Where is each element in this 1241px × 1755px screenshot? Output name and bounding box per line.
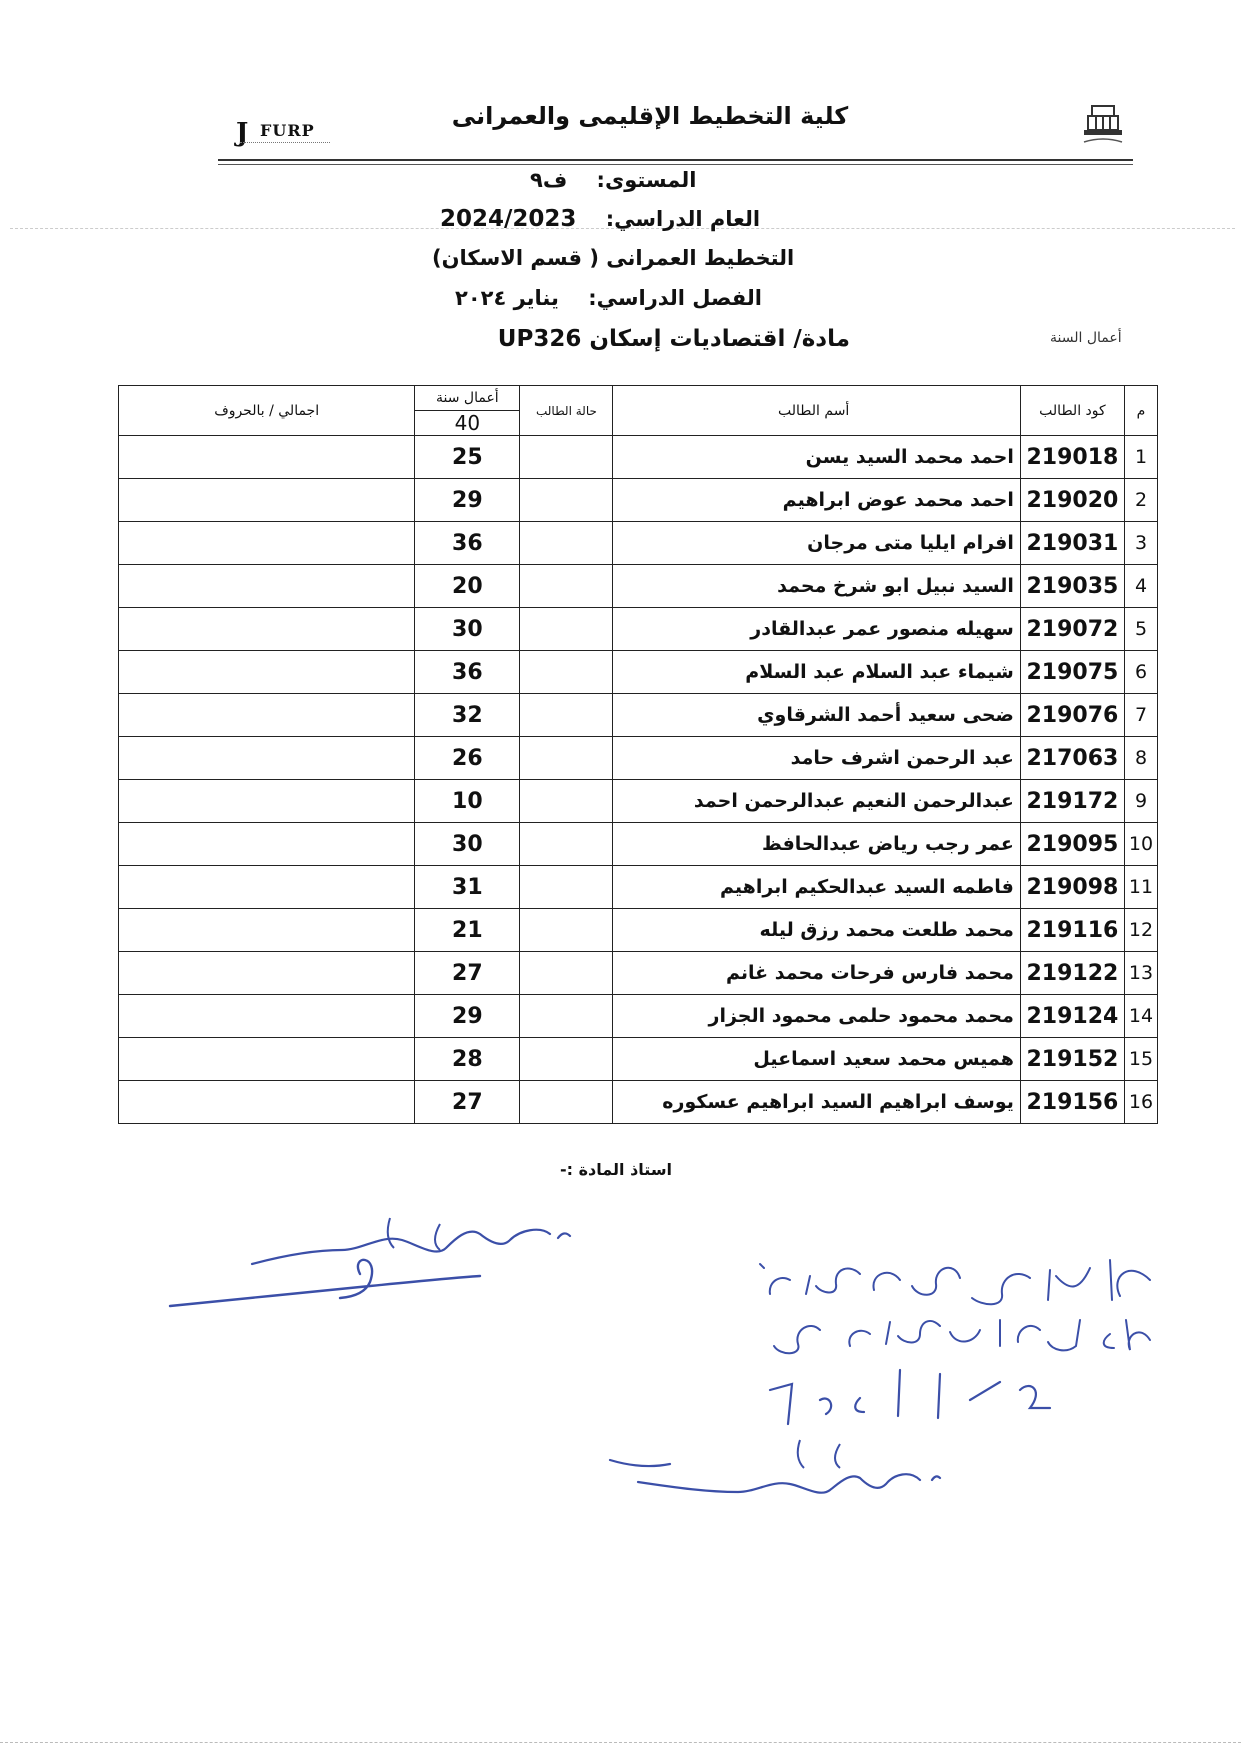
row-year-work: 29 — [415, 479, 520, 522]
header-total: اجمالي / بالحروف — [119, 386, 415, 436]
row-status — [520, 780, 613, 823]
table-row — [119, 995, 1158, 1038]
row-student-code: 219098 — [1020, 866, 1124, 909]
level-line — [530, 168, 696, 192]
row-year-work: 25 — [415, 436, 520, 479]
table-row — [119, 823, 1158, 866]
table-row — [119, 737, 1158, 780]
row-total — [119, 479, 415, 522]
row-total — [119, 909, 415, 952]
term-line — [455, 286, 762, 310]
row-student-name: هميس محمد سعيد اسماعيل — [613, 1038, 1020, 1081]
level-label: المستوى: — [596, 168, 697, 192]
row-student-code: 219124 — [1020, 995, 1124, 1038]
row-no: 1 — [1124, 436, 1157, 479]
header-code: كود الطالب — [1020, 386, 1124, 436]
row-no: 15 — [1124, 1038, 1157, 1081]
table-row — [119, 565, 1158, 608]
row-year-work: 10 — [415, 780, 520, 823]
row-student-code: 219095 — [1020, 823, 1124, 866]
year-line — [440, 206, 760, 232]
row-student-name: محمد محمود حلمى محمود الجزار — [613, 995, 1020, 1038]
table-row — [119, 694, 1158, 737]
row-year-work: 31 — [415, 866, 520, 909]
table-row — [119, 1038, 1158, 1081]
row-no: 13 — [1124, 952, 1157, 995]
row-status — [520, 651, 613, 694]
row-no: 5 — [1124, 608, 1157, 651]
row-no: 11 — [1124, 866, 1157, 909]
row-year-work: 36 — [415, 522, 520, 565]
row-no: 6 — [1124, 651, 1157, 694]
table-row — [119, 909, 1158, 952]
table-row — [119, 479, 1158, 522]
row-student-code: 219031 — [1020, 522, 1124, 565]
row-no: 16 — [1124, 1081, 1157, 1124]
furp-logo-caption — [240, 142, 330, 146]
college-title: كلية التخطيط الإقليمى والعمرانى — [451, 102, 849, 130]
row-student-name: فاطمه السيد عبدالحكيم ابراهيم — [613, 866, 1020, 909]
header-divider-thin — [218, 164, 1133, 165]
grades-table — [118, 385, 1158, 1124]
department-line: التخطيط العمرانى ( قسم الاسكان) — [432, 246, 795, 270]
row-total — [119, 1081, 415, 1124]
row-year-work: 26 — [415, 737, 520, 780]
college-emblem-icon — [1078, 100, 1128, 152]
row-status — [520, 436, 613, 479]
row-year-work: 32 — [415, 694, 520, 737]
row-total — [119, 522, 415, 565]
header-name: أسم الطالب — [613, 386, 1020, 436]
row-total — [119, 608, 415, 651]
row-no: 12 — [1124, 909, 1157, 952]
course-title: مادة/ اقتصاديات إسكان UP326 — [497, 326, 850, 352]
row-student-name: شيماء عبد السلام عبد السلام — [613, 651, 1020, 694]
row-student-code: 219035 — [1020, 565, 1124, 608]
header-work: أعمال سنة — [415, 386, 520, 411]
header-status: حالة الطالب — [520, 386, 613, 436]
row-year-work: 30 — [415, 608, 520, 651]
row-student-name: يوسف ابراهيم السيد ابراهيم عسكوره — [613, 1081, 1020, 1124]
row-student-code: 219076 — [1020, 694, 1124, 737]
row-status — [520, 694, 613, 737]
row-total — [119, 694, 415, 737]
table-row — [119, 866, 1158, 909]
row-student-name: عمر رجب رياض عبدالحافظ — [613, 823, 1020, 866]
row-no: 10 — [1124, 823, 1157, 866]
level-value: ف٩ — [530, 168, 568, 192]
row-student-code: 219172 — [1020, 780, 1124, 823]
row-status — [520, 823, 613, 866]
row-no: 7 — [1124, 694, 1157, 737]
row-student-name: افرام ايليا متى مرجان — [613, 522, 1020, 565]
table-row — [119, 608, 1158, 651]
row-total — [119, 995, 415, 1038]
row-total — [119, 952, 415, 995]
table-row — [119, 1081, 1158, 1124]
row-no: 8 — [1124, 737, 1157, 780]
row-total — [119, 737, 415, 780]
instructor-signature — [160, 1198, 580, 1318]
header-divider — [218, 159, 1133, 161]
row-student-code: 219152 — [1020, 1038, 1124, 1081]
row-student-code: 219072 — [1020, 608, 1124, 651]
row-no: 4 — [1124, 565, 1157, 608]
row-status — [520, 737, 613, 780]
header-work-max: 40 — [415, 411, 520, 436]
row-year-work: 36 — [415, 651, 520, 694]
table-row — [119, 436, 1158, 479]
table-row — [119, 651, 1158, 694]
row-student-name: ضحى سعيد أحمد الشرقاوي — [613, 694, 1020, 737]
row-student-name: محمد فارس فرحات محمد غانم — [613, 952, 1020, 995]
row-student-code: 219018 — [1020, 436, 1124, 479]
row-year-work: 21 — [415, 909, 520, 952]
year-work-note: أعمال السنة — [1050, 330, 1122, 346]
header-no: م — [1124, 386, 1157, 436]
row-total — [119, 565, 415, 608]
row-student-name: عبد الرحمن اشرف حامد — [613, 737, 1020, 780]
row-student-name: احمد محمد عوض ابراهيم — [613, 479, 1020, 522]
row-status — [520, 608, 613, 651]
row-total — [119, 780, 415, 823]
row-status — [520, 952, 613, 995]
row-no: 14 — [1124, 995, 1157, 1038]
row-student-code: 219116 — [1020, 909, 1124, 952]
year-label: العام الدراسي: — [605, 207, 761, 231]
row-total — [119, 866, 415, 909]
row-status — [520, 1081, 613, 1124]
row-status — [520, 909, 613, 952]
row-status — [520, 995, 613, 1038]
row-student-code: 217063 — [1020, 737, 1124, 780]
row-total — [119, 823, 415, 866]
row-year-work: 29 — [415, 995, 520, 1038]
term-value: يناير ٢٠٢٤ — [455, 286, 559, 310]
row-student-code: 219020 — [1020, 479, 1124, 522]
row-status — [520, 1038, 613, 1081]
table-header-row — [119, 386, 1158, 411]
row-year-work: 30 — [415, 823, 520, 866]
row-status — [520, 565, 613, 608]
furp-logo — [236, 112, 346, 152]
row-no: 9 — [1124, 780, 1157, 823]
instructor-label: استاذ المادة :- — [560, 1160, 673, 1179]
row-status — [520, 522, 613, 565]
row-total — [119, 1038, 415, 1081]
row-status — [520, 866, 613, 909]
row-year-work: 20 — [415, 565, 520, 608]
year-value: 2024/2023 — [440, 206, 577, 232]
instructor-signature-second — [600, 1420, 960, 1510]
row-student-name: سهيله منصور عمر عبدالقادر — [613, 608, 1020, 651]
row-student-code: 219122 — [1020, 952, 1124, 995]
table-row — [119, 952, 1158, 995]
row-year-work: 27 — [415, 952, 520, 995]
row-year-work: 27 — [415, 1081, 520, 1124]
row-status — [520, 479, 613, 522]
row-student-code: 219156 — [1020, 1081, 1124, 1124]
row-student-name: احمد محمد السيد يسن — [613, 436, 1020, 479]
row-student-name: السيد نبيل ابو شرخ محمد — [613, 565, 1020, 608]
furp-mark-icon: J — [236, 118, 249, 148]
row-year-work: 28 — [415, 1038, 520, 1081]
row-no: 3 — [1124, 522, 1157, 565]
furp-logo-text: FURP — [260, 121, 315, 140]
table-row — [119, 522, 1158, 565]
row-student-name: محمد طلعت محمد رزق ليله — [613, 909, 1020, 952]
scan-bottom-line — [0, 1742, 1241, 1743]
handwritten-note — [750, 1250, 1170, 1440]
row-total — [119, 436, 415, 479]
row-no: 2 — [1124, 479, 1157, 522]
row-student-code: 219075 — [1020, 651, 1124, 694]
term-label: الفصل الدراسي: — [588, 286, 762, 310]
table-row — [119, 780, 1158, 823]
row-student-name: عبدالرحمن النعيم عبدالرحمن احمد — [613, 780, 1020, 823]
row-total — [119, 651, 415, 694]
